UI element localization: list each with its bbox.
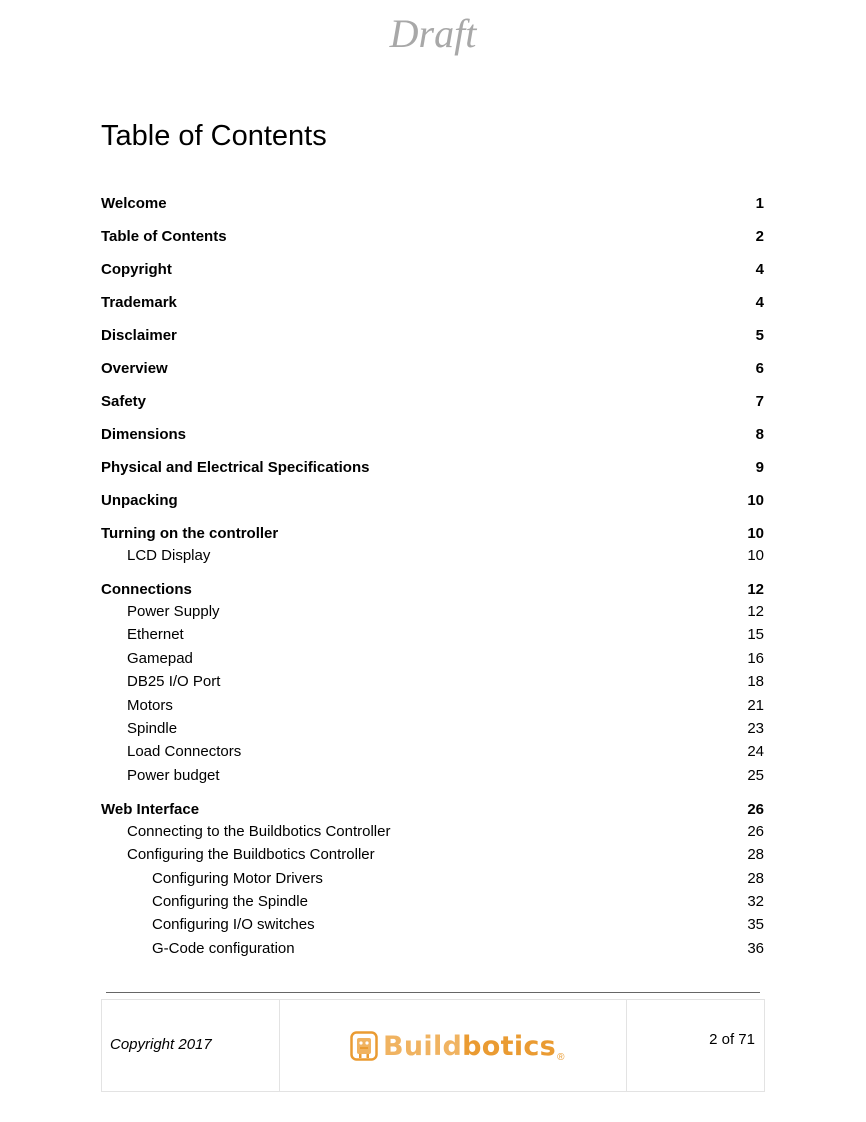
toc-entry-page: 5 [755, 327, 764, 344]
toc-subentry[interactable] [101, 843, 764, 866]
toc-subentry[interactable] [101, 820, 764, 843]
toc-entry-label: Configuring the Buildbotics Controller [127, 846, 375, 864]
toc-entry-page: 28 [747, 846, 764, 864]
toc-entry-label: Overview [101, 360, 168, 377]
toc-entry-label: Connecting to the Buildbotics Controller [127, 822, 391, 840]
toc-entry-page: 12 [747, 581, 764, 598]
toc-entry-page: 35 [747, 916, 764, 934]
toc-entry-label: Motors [127, 696, 173, 714]
toc-subsubentry[interactable] [101, 937, 764, 960]
toc-subentry[interactable] [101, 740, 764, 763]
toc-entry-label: Configuring Motor Drivers [152, 869, 323, 887]
footer-copyright: Copyright 2017 [110, 1036, 212, 1053]
toc-entry-label: Gamepad [127, 649, 193, 667]
toc-entry-label: LCD Display [127, 547, 211, 564]
toc-entry-page: 8 [755, 426, 764, 443]
toc-entry-label: Trademark [101, 294, 177, 311]
toc-entry-label: Safety [101, 393, 147, 410]
footer-left-cell [102, 1000, 280, 1091]
page-indicator: 2 of 71 [709, 1031, 755, 1048]
toc-entry-label: Power budget [127, 766, 220, 784]
toc-subsubentry[interactable] [101, 913, 764, 936]
toc-entry-label: Web Interface [101, 800, 200, 818]
toc-entry-label: Turning on the controller [101, 525, 279, 542]
buildbotics-logo [350, 1031, 564, 1061]
toc-entry-page: 10 [747, 492, 764, 509]
toc-entry-page: 1 [755, 195, 764, 212]
toc-entry-label: Load Connectors [127, 743, 242, 761]
toc-entry-page: 4 [755, 261, 764, 278]
toc-entry-page: 2 [755, 228, 764, 245]
toc-entry-label: Ethernet [127, 626, 184, 644]
toc-entry[interactable] [101, 455, 764, 488]
toc-entry-label: Power Supply [127, 603, 220, 620]
toc-entry-label: Configuring the Spindle [152, 892, 308, 910]
toc-entry-label: Table of Contents [101, 228, 227, 245]
toc-entry-label: Unpacking [101, 492, 178, 509]
toc-entry-page: 28 [747, 869, 764, 887]
toc-entry-label: Dimensions [101, 426, 187, 443]
toc-entry-page: 26 [747, 800, 764, 818]
toc-entry[interactable] [101, 224, 764, 257]
toc-entry-page: 4 [755, 294, 764, 311]
toc-subentry[interactable] [101, 694, 764, 717]
toc-subsubentry[interactable] [101, 867, 764, 890]
toc-subsubentry[interactable] [101, 890, 764, 913]
footer-center-cell [280, 1000, 627, 1091]
page-title: Table of Contents [101, 120, 327, 152]
toc-entry-page: 26 [747, 822, 764, 840]
toc-entry[interactable] [101, 389, 764, 422]
toc-entry-label: Configuring I/O switches [152, 916, 315, 934]
logo-text-botics: botics [462, 1030, 557, 1062]
toc-entry-page: 18 [747, 673, 764, 691]
toc-entry-page: 23 [747, 719, 764, 737]
toc-entry-page: 9 [755, 459, 764, 476]
toc-entry[interactable] [101, 577, 764, 600]
toc-subentry[interactable] [101, 544, 764, 577]
toc-entry-page: 10 [747, 525, 764, 542]
toc-entry-page: 24 [747, 743, 764, 761]
toc-subentry[interactable] [101, 670, 764, 693]
toc-entry-page: 7 [755, 393, 764, 410]
toc-entry-page: 6 [755, 360, 764, 377]
toc-entry-page: 15 [747, 626, 764, 644]
toc-entry[interactable] [101, 290, 764, 323]
robot-logo-icon [350, 1031, 378, 1061]
toc-entry[interactable] [101, 422, 764, 455]
toc-subentry[interactable] [101, 600, 764, 623]
toc-entry[interactable] [101, 191, 764, 224]
toc-entry-label: Connections [101, 581, 192, 598]
toc-subentry[interactable] [101, 623, 764, 646]
toc-entry-page: 12 [747, 603, 764, 620]
toc-entry[interactable] [101, 356, 764, 389]
toc-entry-label: Disclaimer [101, 327, 177, 344]
toc-entry-label: G-Code configuration [152, 939, 295, 957]
toc-entry-label: Copyright [101, 261, 172, 278]
toc-subentry[interactable] [101, 717, 764, 740]
toc-entry-page: 16 [747, 649, 764, 667]
toc-entry[interactable] [101, 521, 764, 544]
toc-entry-page: 21 [747, 696, 764, 714]
toc-entry[interactable] [101, 257, 764, 290]
page-footer [101, 999, 765, 1092]
logo-text-build: Build [383, 1030, 463, 1062]
toc-entry-label: DB25 I/O Port [127, 673, 221, 691]
toc-subentry[interactable] [101, 647, 764, 670]
toc-entry[interactable] [101, 797, 764, 820]
toc-entry[interactable] [101, 323, 764, 356]
toc-entry-page: 25 [747, 766, 764, 784]
toc-entry-page: 10 [747, 547, 764, 564]
toc-subentry[interactable] [101, 764, 764, 797]
toc-entry-label: Welcome [101, 195, 167, 212]
table-of-contents [101, 191, 764, 960]
toc-entry-label: Physical and Electrical Specifications [101, 459, 370, 476]
toc-entry-page: 32 [747, 892, 764, 910]
footer-divider [106, 992, 760, 993]
registered-mark: ® [557, 1052, 565, 1063]
footer-right-cell [627, 1000, 764, 1091]
toc-entry[interactable] [101, 488, 764, 521]
toc-entry-page: 36 [747, 939, 764, 957]
toc-entry-label: Spindle [127, 719, 178, 737]
draft-watermark: Draft [389, 11, 477, 56]
